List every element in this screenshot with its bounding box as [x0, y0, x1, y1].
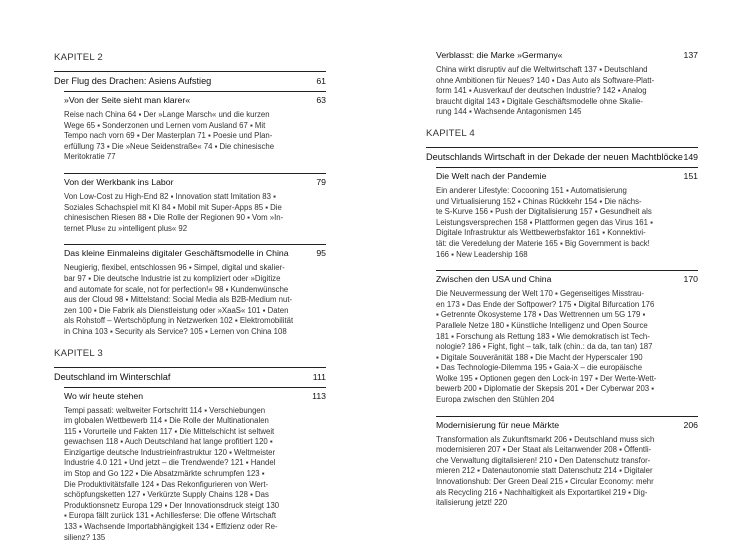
subsection-topics: Die Neuvermessung der Welt 170 ▪ Gegenseitiges Misstrau- en 173 ▪ Das Ende der Softpower? 175 ▪ Digital Bifurcation 176 ▪ Getrennte Ökosysteme 178 ▪ Das Wettrennen um 5G 179 ▪ Parallele Netze 180 ▪ Künstliche Intelligenz und Open Source 181 ▪ Forschung als Rettung 183 ▪ Wie demokratisch ist Tech- nologie? 186 ▪ Fight, fight – talk, talk (chin.: da da, tan tan) 187 ▪ Digitale Souveränität 188 ▪ Die Macht der Hyperscaler 190 ▪ Das Technologie-Dilemma 195 ▪ Gaia-X – die europäische Wolke 195 ▪ Optionen gegen den Lock-in 197 ▪ Der Werte-Wett- bewerb 200 ▪ Diplomatie der Skepsis 201 ▪ Der Cyberwar 203 ▪ Europa zwischen den Stühlen 204 [436, 289, 657, 405]
subsection-title: Zwischen den USA und China [436, 274, 552, 285]
section-title: Der Flug des Drachen: Asiens Aufstieg [54, 76, 212, 86]
page-number: 137 [683, 50, 698, 60]
subsection-title: Modernisierung für neue Märkte [436, 419, 560, 430]
toc-section[interactable] [54, 367, 326, 383]
toc-section[interactable] [426, 147, 698, 163]
page-number: 151 [683, 170, 698, 181]
page-number: 111 [312, 371, 326, 382]
page-number: 79 [316, 176, 326, 187]
chapter-label: KAPITEL 4 [426, 127, 475, 139]
toc-subsection[interactable] [64, 91, 326, 106]
toc-section[interactable] [54, 71, 326, 87]
subsection-title: Von der Werkbank ins Labor [64, 176, 174, 187]
page-number: 149 [683, 151, 698, 162]
subsection-title: Wo wir heute stehen [64, 390, 144, 401]
chapter-label: KAPITEL 3 [54, 347, 103, 359]
toc-subsection[interactable] [64, 244, 326, 259]
page-number: 206 [683, 419, 698, 430]
subsection-topics: China wirkt disruptiv auf die Weltwirtschaft 137 ▪ Deutschland ohne Ambitionen für Neues? 140 ▪ Das Auto als Software-Platt- form 141 ▪ Ausverkauf der deutschen Industrie? 142 ▪ Analog braucht digital 143 ▪ Digitale Geschäftsmodelle ohne Skalie- rung 144 ▪ Wachsende Antagonismen 145 [436, 65, 655, 117]
subsection-title: Verblasst: die Marke »Germany« [436, 50, 563, 60]
subsection-topics: Neugierig, flexibel, entschlossen 96 ▪ Simpel, digital und skalier- bar 97 ▪ Die deutsche Industrie ist zu kompliziert oder »Digitize and automate for scale, not for perfection!« 98 ▪ Kundenwünsche aus der Cloud 98 ▪ Mittelstand: Social Media als B2B-Medium nut- zen 100 ▪ Die Fabrik als Dienstleistung oder »XaaS« 101 ▪ Daten als Rohstoff – Wertschöpfung in Netzwerken 102 ▪ Elektromobilität in China 103 ▪ Security als Service? 105 ▪ Lernen von China 108 [64, 263, 294, 336]
page-number: 170 [683, 274, 698, 285]
page-number: 95 [316, 248, 326, 259]
section-title: Deutschlands Wirtschaft in der Dekade der neuen Machtblöcke [426, 151, 683, 162]
subsection-title: »Von der Seite sieht man klarer« [64, 95, 191, 105]
toc-left-page [54, 52, 326, 553]
subsection-topics: Tempi passati: weltweiter Fortschritt 114 ▪ Verschiebungen im globalen Wettbewerb 114 ▪ Die Rolle der Multinationalen 115 ▪ Vorurteile und Fakten 117 ▪ Die Mittelschicht ist seltweit gewachsen 118 ▪ Auch Deutschland hat lange profitiert 120 ▪ Einzigartige deutsche Industrieinfrastruktur 120 ▪ Weltmeister Industrie 4.0 121 ▪ Und jetzt – die Trendwende? 121 ▪ Handel im Stop and Go 122 ▪ Die Absatzmärkte schrumpfen 123 ▪ Die Produktivitätsfalle 124 ▪ Das Rekonfigurieren von Wert- schöpfungsketten 127 ▪ Verkürzte Supply Chains 128 ▪ Das Produktionsnetz Europa 129 ▪ Der Innovationsdruck steigt 130 ▪ Europa fällt zurück 131 ▪ Achillesferse: Die offene Wirtschaft 133 ▪ Wachsende Importabhängigkeit 134 ▪ Effizienz oder Re- silienz? 135 [64, 405, 280, 542]
page-number: 113 [312, 390, 326, 401]
subsection-topics: Von Low-Cost zu High-End 82 ▪ Innovation statt Imitation 83 ▪ Soziales Schachspiel mit KI 84 ▪ Mobil mit Super-Apps 85 ▪ Die chinesischen Riesen 88 ▪ Die Rolle der Regionen 90 ▪ Vom »In- ternet Plus« zu »intelligent plus« 92 [64, 191, 284, 233]
subsection-topics: Reise nach China 64 ▪ Der »Lange Marsch« und die kurzen Wege 65 ▪ Sonderzonen und Lernen vom Ausland 67 ▪ Mit Tempo nach vorn 69 ▪ Der Masterplan 71 ▪ Poesie und Plan- erfüllung 73 ▪ Die »Neue Seidenstraße« 74 ▪ Die chinesische Meritokratie 77 [64, 110, 275, 162]
toc-subsection[interactable] [64, 173, 326, 188]
toc-subsection[interactable] [436, 270, 698, 285]
toc-subsection[interactable] [436, 167, 698, 182]
toc-right-page [426, 50, 698, 519]
subsection-title: Das kleine Einmaleins digitaler Geschäftsmodelle in China [64, 248, 289, 259]
chapter-label: KAPITEL 2 [54, 52, 103, 63]
section-title: Deutschland im Winterschlaf [54, 371, 171, 382]
page-number: 61 [316, 76, 326, 86]
toc-subsection[interactable] [436, 416, 698, 431]
page-number: 63 [316, 95, 326, 105]
subsection-title: Die Welt nach der Pandemie [436, 170, 547, 181]
toc-subsection[interactable] [436, 50, 698, 61]
toc-subsection[interactable] [64, 387, 326, 402]
subsection-topics: Transformation als Zukunftsmarkt 206 ▪ Deutschland muss sich modernisieren 207 ▪ Der Staat als Leitanwender 208 ▪ Öffentli- che Verwaltung digitalisieren! 210 ▪ Den Datenschutz transfor- mieren 212 ▪ Datenautonomie statt Datenschutz 214 ▪ Digitaler Innovationshub: Der Green Deal 215 ▪ Circular Economy: mehr als Recycling 216 ▪ Nachhaltigkeit als Exportartikel 219 ▪ Dig- italisierung jetzt! 220 [436, 434, 655, 508]
subsection-topics: Ein anderer Lifestyle: Cocooning 151 ▪ Automatisierung und Virtualisierung 152 ▪ Chinas Rückkehr 154 ▪ Die nächs- te S-Kurve 156 ▪ Push der Digitalisierung 157 ▪ Gesundheit als Leistungsversprechen 158 ▪ Plattformen gegen das Virus 161 ▪ Digitale Infrastruktur als Wettbewerbsfaktor 161 ▪ Konnektivi- tät: die Veredelung der Materie 165 ▪ Big Government is back! 166 ▪ New Leadership 168 [436, 185, 653, 259]
